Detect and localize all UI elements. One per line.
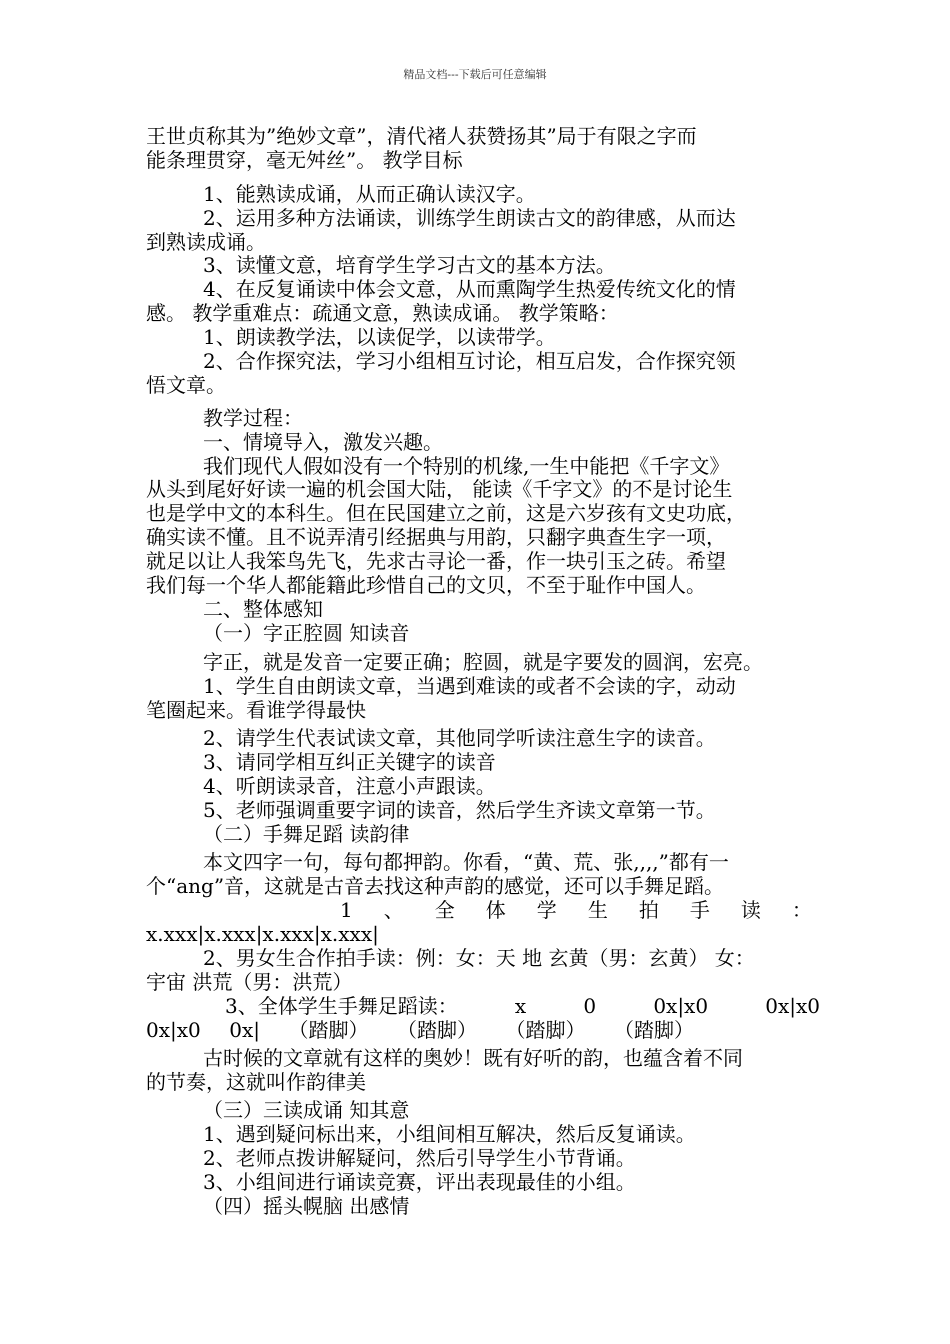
text-token: 生: [587, 898, 608, 922]
text-line: 确实读不懂。且不说弄清引经据典与用韵，只翻字典查生字一项，: [146, 525, 726, 549]
text-line: 个“ang”音，这就是古音去找这种声韵的感觉，还可以手舞足蹈。: [146, 874, 725, 898]
text-line: 悟文章。: [146, 373, 226, 397]
text-line: 2、老师点拨讲解疑问，然后引导学生小节背诵。: [203, 1146, 636, 1170]
text-token: 0x|x0: [765, 994, 820, 1018]
text-token: 0x|x0: [653, 994, 709, 1018]
text-line: 我们现代人假如没有一个特别的机缘,一生中能把《千字文》: [203, 454, 730, 478]
text-line: （二）手舞足蹈 读韵律: [203, 822, 410, 846]
text-line: 王世贞称其为”绝妙文章”，清代褚人获赞扬其”局于有限之字而: [146, 124, 697, 148]
text-line: 4、听朗读录音，注意小声跟读。: [203, 774, 496, 798]
text-line: [146, 1018, 694, 1042]
text-line: [146, 922, 666, 946]
text-line: 到熟读成诵。: [146, 230, 266, 254]
text-token: 0: [583, 994, 597, 1018]
text-line: [225, 994, 820, 1018]
text-line: 我们每一个华人都能籍此珍惜自己的文贝，不至于耻作中国人。: [146, 573, 706, 597]
text-token: （踏脚）: [505, 1018, 586, 1042]
text-token: x.xxx|x.xxx|x.xxx|x.xxx|: [146, 922, 379, 946]
text-line: （三）三读成诵 知其意: [203, 1098, 410, 1122]
text-line: 从头到尾好好读一遍的机会国大陆， 能读《千字文》的不是讨论生: [146, 477, 733, 501]
text-line: 2、请学生代表试读文章，其他同学听读注意生字的读音。: [203, 726, 716, 750]
text-line: 也是学中文的本科生。但在民国建立之前，这是六岁孩有文史功底，: [146, 501, 746, 525]
text-line: 能条理贯穿，毫无舛丝”。 教学目标: [146, 148, 463, 172]
text-token: 全: [434, 898, 455, 922]
text-line: 1、能熟读成诵，从而正确认读汉字。: [203, 182, 536, 206]
text-token: （踏脚）: [288, 1018, 369, 1042]
page-header: 精品文档---下载后可任意编辑: [403, 68, 547, 81]
text-line: 1、学生自由朗读文章，当遇到难读的或者不会读的字，动动: [203, 674, 736, 698]
text-line: 2、运用多种方法诵读，训练学生朗读古文的韵律感，从而达: [203, 206, 736, 230]
text-token: 体: [485, 898, 506, 922]
text-token: 0x|: [229, 1018, 260, 1042]
text-line: 2、合作探究法，学习小组相互讨论，相互启发，合作探究领: [203, 349, 736, 373]
text-line: 就足以让人我笨鸟先飞，先求古寻论一番，作一块引玉之砖。希望: [146, 549, 726, 573]
text-token: ：: [791, 898, 812, 922]
text-line: 教学过程：: [203, 406, 303, 430]
text-token: 手: [689, 898, 710, 922]
text-line: 笔圈起来。看谁学得最快: [146, 698, 366, 722]
text-token: 0x|x0: [146, 1018, 201, 1042]
text-line: 2、男女生合作拍手读：例：女：天 地 玄黄（男：玄黄） 女：: [203, 946, 755, 970]
text-token: （踏脚）: [614, 1018, 694, 1042]
text-token: 1: [340, 898, 353, 922]
text-line: 3、请同学相互纠正关键字的读音: [203, 750, 496, 774]
text-line: 3、小组间进行诵读竞赛，评出表现最佳的小组。: [203, 1170, 636, 1194]
text-line: 3、读懂文意，培育学生学习古文的基本方法。: [203, 253, 616, 277]
text-line: 宇宙 洪荒（男：洪荒）: [146, 970, 353, 994]
text-line: 5、老师强调重要字词的读音，然后学生齐读文章第一节。: [203, 798, 716, 822]
text-line: 古时候的文章就有这样的奥妙！既有好听的韵，也蕴含着不同: [203, 1046, 743, 1070]
text-line: 感。 教学重难点：疏通文意，熟读成诵。 教学策略：: [146, 301, 619, 325]
text-line: 1、遇到疑问标出来，小组间相互解决，然后反复诵读。: [203, 1122, 696, 1146]
text-token: x: [514, 994, 527, 1018]
text-token: 3、全体学生手舞足蹈读：: [225, 994, 458, 1018]
text-token: （踏脚）: [397, 1018, 477, 1042]
text-line: （一）字正腔圆 知读音: [203, 621, 410, 645]
text-line: 二、整体感知: [203, 597, 323, 621]
text-token: 、: [383, 898, 404, 922]
text-line: 字正，就是发音一定要正确；腔圆，就是字要发的圆润，宏亮。: [203, 650, 763, 674]
text-line: 一、情境导入，激发兴趣。: [203, 430, 443, 454]
text-line: 1、朗读教学法，以读促学，以读带学。: [203, 325, 556, 349]
text-line: 本文四字一句，每句都押韵。你看，“黄、荒、张,,,,”都有一: [203, 850, 729, 874]
text-line: （四）摇头幌脑 出感情: [203, 1194, 410, 1218]
text-token: 读: [740, 898, 761, 922]
text-token: 拍: [638, 898, 659, 922]
text-line: 的节奏，这就叫作韵律美: [146, 1070, 366, 1094]
text-line: 4、在反复诵读中体会文意，从而熏陶学生热爱传统文化的情: [203, 277, 736, 301]
text-line: [340, 898, 812, 922]
text-token: 学: [536, 898, 557, 922]
